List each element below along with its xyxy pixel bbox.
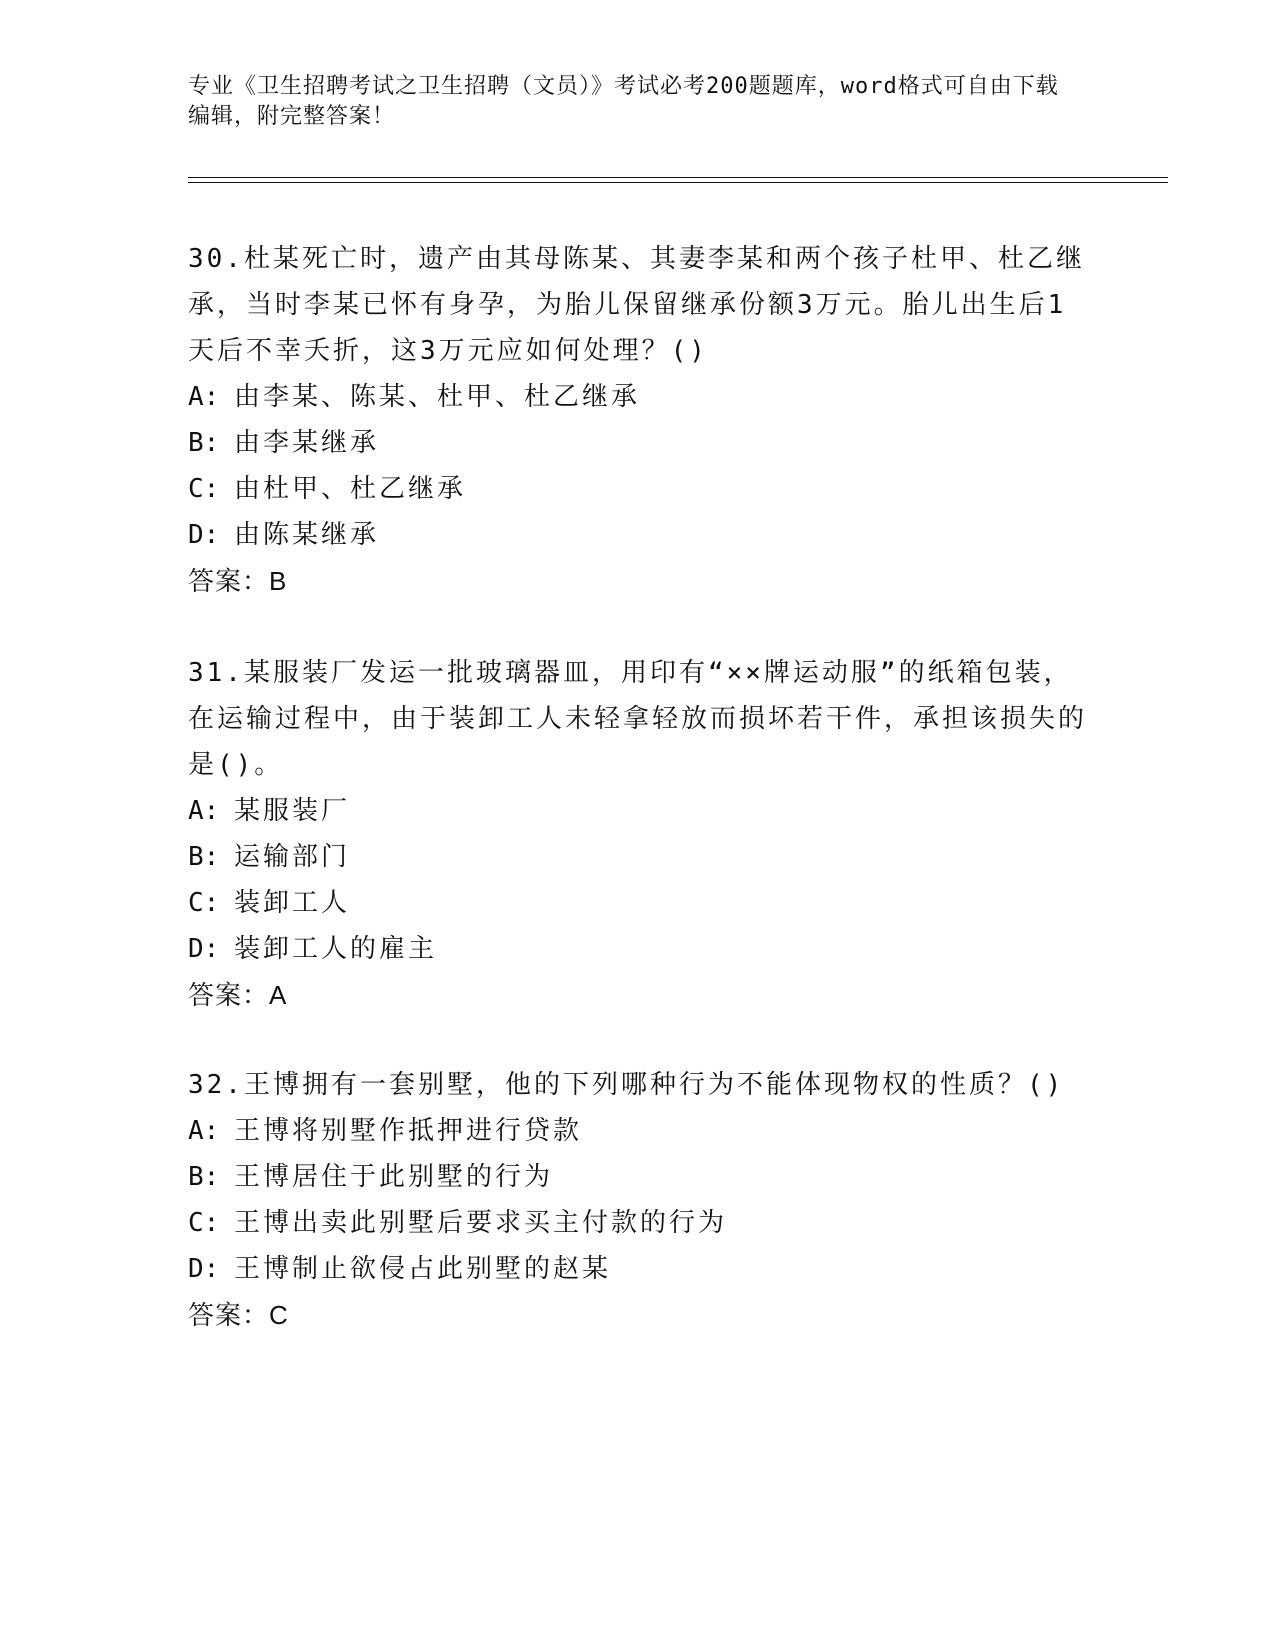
option-a [188, 788, 1088, 834]
option-text: 王博制止欲侵占此别墅的赵某 [234, 1254, 612, 1284]
option-text: 由陈某继承 [234, 520, 380, 550]
question-stem: 32.王博拥有一套别墅，他的下列哪种行为不能体现物权的性质？() [188, 1070, 1065, 1100]
option-text: 王博出卖此别墅后要求买主付款的行为 [234, 1208, 728, 1238]
option-b [188, 1154, 1088, 1200]
option-a [188, 1108, 1088, 1154]
question-stem: 30.杜某死亡时，遗产由其母陈某、其妻李某和两个孩子杜甲、杜乙继承，当时李某已怀有身孕，为胎儿保留继承份额3万元。胎儿出生后1天后不幸夭折，这3万元应如何处理？() [188, 244, 1085, 366]
option-letter: C: [188, 1208, 220, 1238]
option-c [188, 466, 1088, 512]
question-31 [188, 650, 1088, 1018]
option-text: 装卸工人的雇主 [234, 934, 438, 964]
question-stem: 31.某服装厂发运一批玻璃器皿，用印有“××牌运动服”的纸箱包装，在运输过程中，由于装卸工人未轻拿轻放而损坏若干件，承担该损失的是()。 [188, 658, 1088, 780]
option-letter: D: [188, 934, 220, 964]
option-text: 运输部门 [234, 842, 351, 872]
option-letter: A: [188, 1116, 220, 1146]
option-text: 由李某继承 [234, 428, 380, 458]
option-c [188, 1200, 1088, 1246]
option-letter: D: [188, 1254, 220, 1284]
option-letter: B: [188, 842, 220, 872]
option-d [188, 512, 1088, 558]
header-divider-bottom [188, 182, 1168, 183]
option-text: 某服装厂 [234, 796, 351, 826]
option-letter: D: [188, 520, 220, 550]
option-text: 王博将别墅作抵押进行贷款 [234, 1116, 583, 1146]
answer-line: 答案：A [188, 980, 288, 1010]
option-letter: C: [188, 474, 220, 504]
option-c [188, 880, 1088, 926]
option-text: 王博居住于此别墅的行为 [234, 1162, 554, 1192]
answer-line: 答案：C [188, 1300, 289, 1330]
question-30 [188, 236, 1088, 604]
option-letter: B: [188, 1162, 220, 1192]
option-letter: A: [188, 796, 220, 826]
option-text: 由杜甲、杜乙继承 [234, 474, 467, 504]
question-32 [188, 1062, 1088, 1338]
document-header [188, 72, 1068, 132]
header-intro-text: 专业《卫生招聘考试之卫生招聘（文员）》考试必考200题题库，word格式可自由下载编辑，附完整答案！ [188, 74, 1059, 129]
option-text: 装卸工人 [234, 888, 351, 918]
option-text: 由李某、陈某、杜甲、杜乙继承 [234, 382, 641, 412]
header-divider-top [188, 177, 1168, 178]
option-a [188, 374, 1088, 420]
option-d [188, 926, 1088, 972]
option-letter: B: [188, 428, 220, 458]
answer-line: 答案：B [188, 566, 288, 596]
option-b [188, 834, 1088, 880]
option-d [188, 1246, 1088, 1292]
option-letter: C: [188, 888, 220, 918]
option-letter: A: [188, 382, 220, 412]
option-b [188, 420, 1088, 466]
